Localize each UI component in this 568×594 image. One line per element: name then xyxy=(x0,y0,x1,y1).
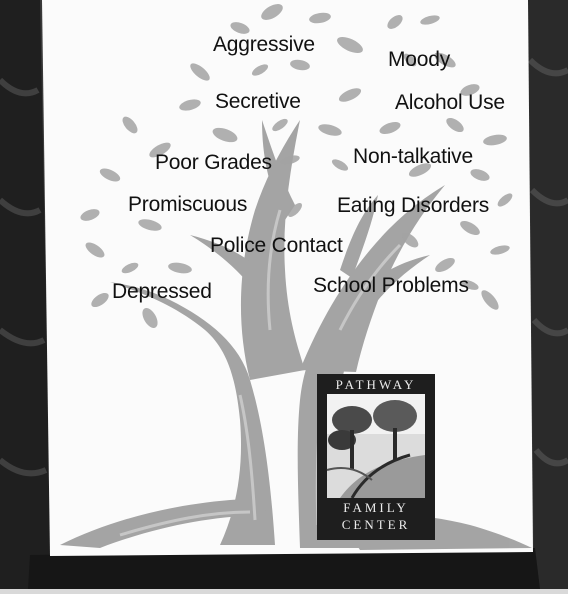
word-secretive: Secretive xyxy=(215,90,301,113)
right-dark-frame xyxy=(528,0,568,589)
word-promiscuous: Promiscuous xyxy=(128,193,248,216)
pathway-logo xyxy=(317,374,435,540)
logo-title-line: PATHWAY xyxy=(335,377,417,392)
word-eating-disorders: Eating Disorders xyxy=(337,194,490,217)
word-poor-grades: Poor Grades xyxy=(155,151,272,174)
logo-family-line: FAMILY xyxy=(343,500,409,515)
word-police-contact: Police Contact xyxy=(210,234,343,257)
logo-center-line: CENTER xyxy=(341,517,411,532)
word-alcohol-use: Alcohol Use xyxy=(395,91,505,114)
word-aggressive: Aggressive xyxy=(213,33,315,56)
word-school-problems: School Problems xyxy=(313,274,469,297)
word-non-talkative: Non-talkative xyxy=(353,145,473,168)
word-depressed: Depressed xyxy=(112,280,212,303)
word-moody: Moody xyxy=(388,48,451,71)
